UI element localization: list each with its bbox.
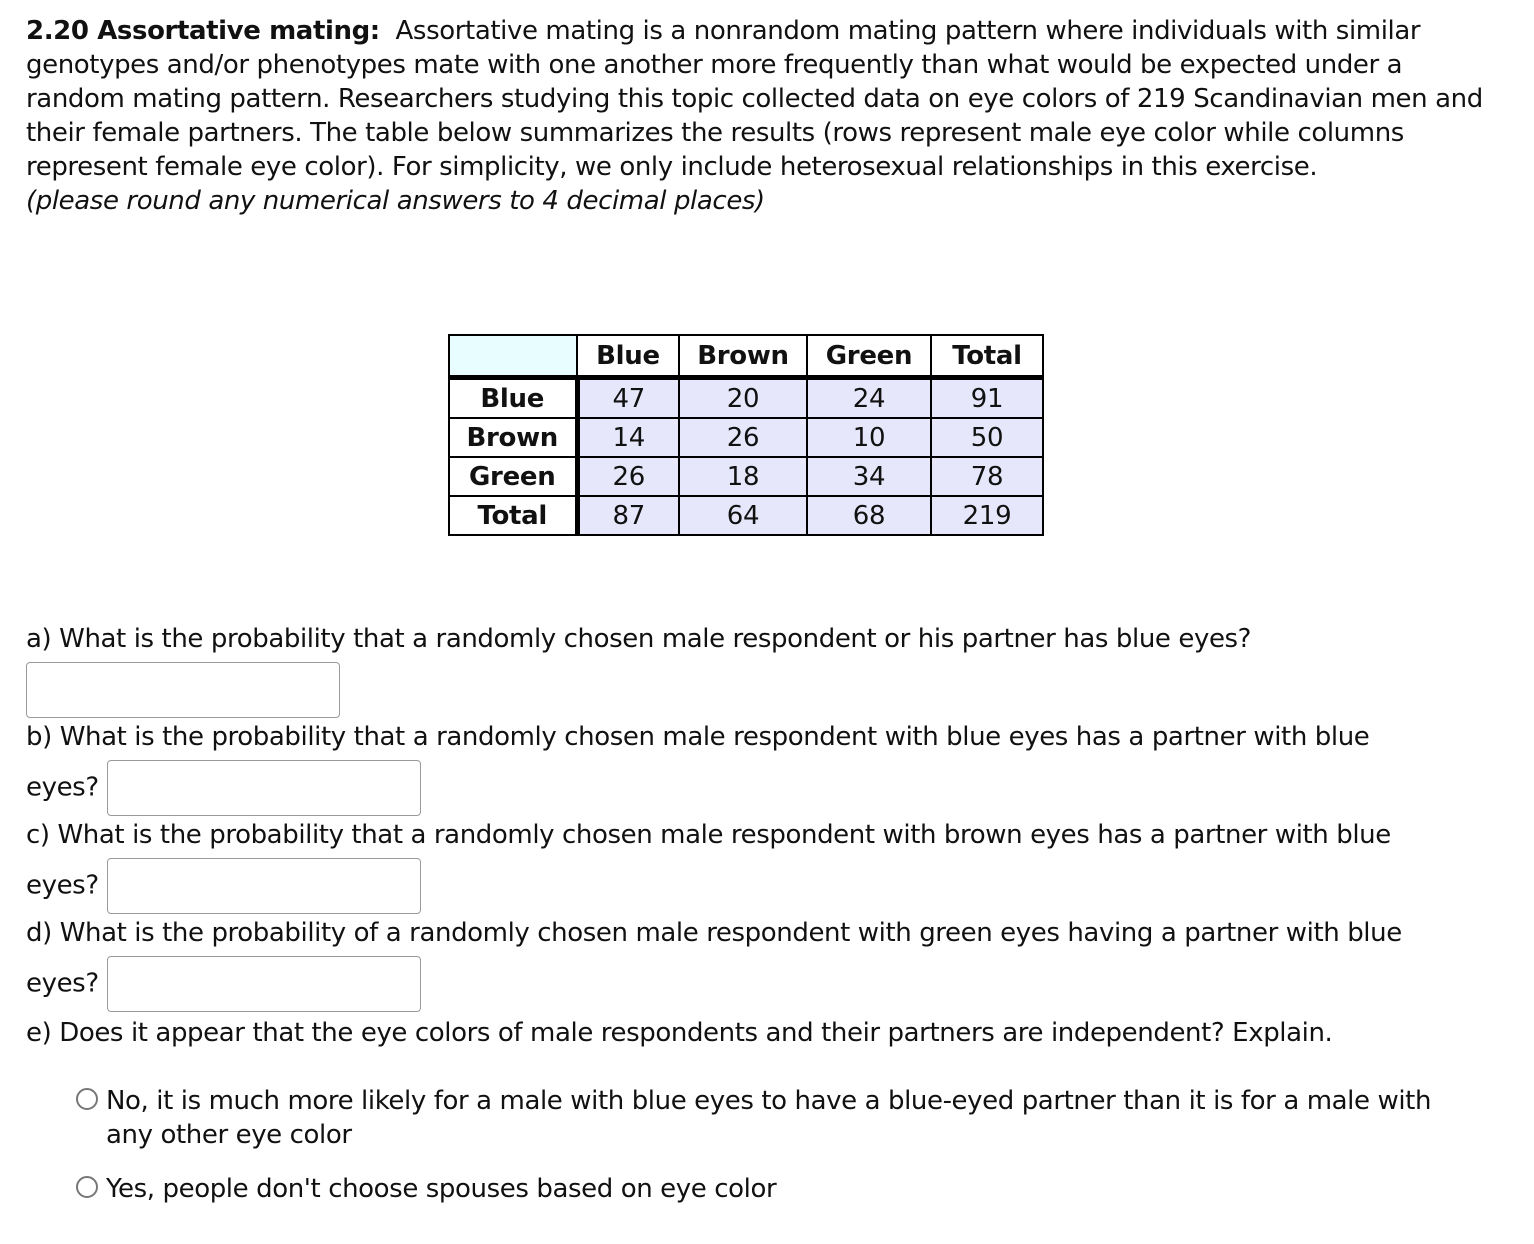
table-row xyxy=(449,457,1043,496)
option-yes[interactable] xyxy=(76,1172,1436,1206)
column-header: Brown xyxy=(679,335,807,378)
table-header-row xyxy=(449,335,1043,378)
question-a xyxy=(26,616,1446,718)
question-c xyxy=(26,812,1446,914)
answer-c-input[interactable] xyxy=(107,858,421,914)
column-header: Green xyxy=(807,335,931,378)
table-cell: 47 xyxy=(577,378,679,419)
table-cell: 219 xyxy=(931,496,1043,535)
question-e xyxy=(26,1010,1446,1056)
row-header: Blue xyxy=(449,378,577,419)
table-cell: 78 xyxy=(931,457,1043,496)
table-cell: 50 xyxy=(931,418,1043,457)
table-cell: 18 xyxy=(679,457,807,496)
question-page xyxy=(26,14,1506,1204)
question-b xyxy=(26,714,1446,816)
question-e-text: e) Does it appear that the eye colors of male respondents and their partners are independent? Explain. xyxy=(26,1018,1333,1048)
option-label[interactable]: No, it is much more likely for a male with blue eyes to have a blue-eyed partner than it is for a male with any other eye color xyxy=(106,1086,1432,1150)
table-cell: 14 xyxy=(577,418,679,457)
problem-title: 2.20 Assortative mating: xyxy=(26,16,380,46)
question-b-text: b) What is the probability that a randomly chosen male respondent with blue eyes has a partner with blue eyes? xyxy=(26,722,1370,803)
table-row xyxy=(449,378,1043,419)
answer-d-input[interactable] xyxy=(107,956,421,1012)
problem-text: Assortative mating is a nonrandom mating pattern where individuals with similar genotypes and/or phenotypes mate with one another more frequently than what would be expected under a random mating pattern. Researchers studying this topic collected data on eye colors of 219 Scandinavian men and their female partners. The table below summarizes the results (rows represent male eye color while columns represent female eye color). For simplicity, we only include heterosexual relationships in this exercise. xyxy=(26,16,1483,182)
question-a-text: a) What is the probability that a randomly chosen male respondent or his partner has blue eyes? xyxy=(26,624,1252,654)
radio-button[interactable] xyxy=(76,1176,98,1198)
question-d-text: d) What is the probability of a randomly chosen male respondent with green eyes having a partner with blue eyes? xyxy=(26,918,1402,999)
table-cell: 10 xyxy=(807,418,931,457)
row-header: Brown xyxy=(449,418,577,457)
column-header: Total xyxy=(931,335,1043,378)
row-header: Green xyxy=(449,457,577,496)
table-cell: 24 xyxy=(807,378,931,419)
table-cell: 87 xyxy=(577,496,679,535)
column-header: Blue xyxy=(577,335,679,378)
rounding-note: (please round any numerical answers to 4 decimal places) xyxy=(26,186,765,216)
problem-intro xyxy=(26,14,1506,184)
table-cell: 34 xyxy=(807,457,931,496)
answer-a-input[interactable] xyxy=(26,662,340,718)
table-cell: 68 xyxy=(807,496,931,535)
table-cell: 64 xyxy=(679,496,807,535)
question-c-text: c) What is the probability that a randomly chosen male respondent with brown eyes has a partner with blue eyes? xyxy=(26,820,1391,901)
answer-b-input[interactable] xyxy=(107,760,421,816)
table-row xyxy=(449,418,1043,457)
table-cell: 26 xyxy=(679,418,807,457)
row-header: Total xyxy=(449,496,577,535)
radio-button[interactable] xyxy=(76,1088,98,1110)
question-d xyxy=(26,910,1446,1012)
table-cell: 26 xyxy=(577,457,679,496)
table-corner-cell xyxy=(449,335,577,378)
option-label[interactable]: Yes, people don't choose spouses based on eye color xyxy=(106,1174,777,1204)
table-cell: 20 xyxy=(679,378,807,419)
table-row-total xyxy=(449,496,1043,535)
eye-color-table xyxy=(448,334,1044,536)
option-no[interactable] xyxy=(76,1084,1436,1152)
table-cell: 91 xyxy=(931,378,1043,419)
